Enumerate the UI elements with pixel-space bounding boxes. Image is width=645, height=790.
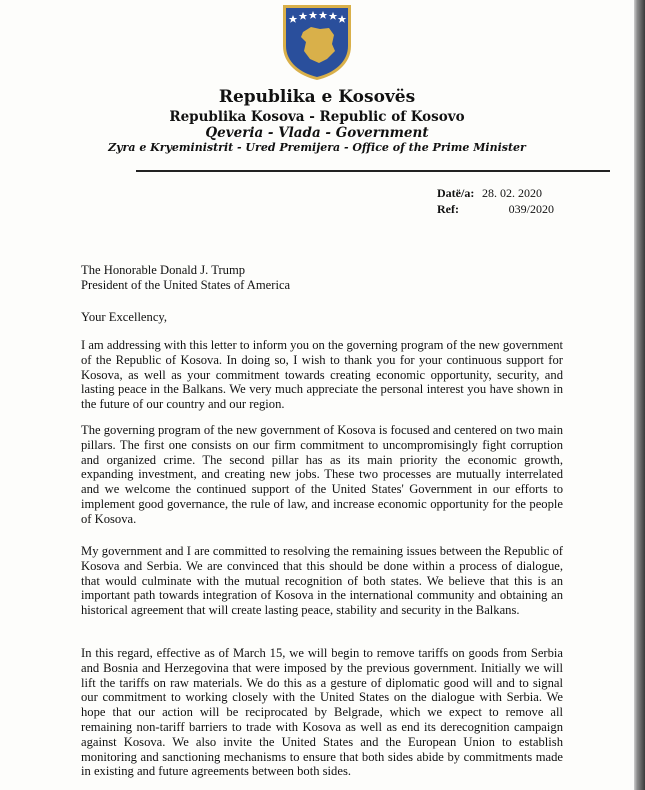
body-paragraph-2: The governing program of the new government of Kosova is focused and centered on two main pillars. The first one consists on our firm commitment to uncompromisingly fight corruption and organized crime. The second pillar has as its main priority the economic growth, expanding investment, and creating new jobs. These two processes are mutually interrelated and we welcome the continued support of the United States' Government in our efforts to implement good governance, the rule of law, and increase economic opportunity for the people of Kosova. [81,423,563,526]
recipient-name: The Honorable Donald J. Trump [81,263,246,277]
letterhead-country-name: Republika e Kosovës [218,87,416,107]
salutation: Your Excellency, [81,310,168,324]
body-paragraph-4: In this regard, effective as of March 15, we will begin to remove tariffs on goods from Serbia and Bosnia and Herzegovina that were imposed by the previous government. Initially we will lift the tariffs on raw materials. We do this as a gesture of diplomatic good will and to signal our commitment to working closely with the United States on the dialogue with Serbia. We hope that our action will be reciprocated by Belgrade, which we expect to remove all remaining non-tariff barriers to trade with Kosova as well as end its derecognition campaign against Kosova. We also invite the United States and the European Union to establish monitoring and sanctioning mechanisms to ensure that both sides abide by commitments made in existing and future agreements between both sides. [81,646,563,779]
reference-value: 039/2020 [508,202,554,216]
letterhead-government-line: Qeveria - Vlada - Government [205,125,429,141]
body-paragraph-3: My government and I are committed to resolving the remaining issues between the Republic of Kosova and Serbia. We are convinced that this should be done within a process of dialogue, that would culminate with the mutual recognition of both states. We believe that this is an important path towards integration of Kosova in the international community and obtaining an historical agreement that will create lasting peace, stability and security in the Balkans. [81,544,563,618]
scan-page-edge [634,0,645,790]
reference-line [437,202,554,217]
date-value: 28. 02. 2020 [482,186,542,200]
date-line [437,186,542,201]
letterhead-divider [136,170,610,172]
reference-label: Ref: [437,202,459,216]
coat-of-arms-of-kosovo-icon [279,2,355,82]
letterhead-office-line: Zyra e Kryeministrit - Ured Premijera - Office of the Prime Minister [108,141,526,154]
letterhead-republic-line: Republika Kosova - Republic of Kosovo [169,109,465,125]
recipient-title: President of the United States of America [81,278,291,292]
body-paragraph-1: I am addressing with this letter to inform you on the governing program of the new government of the Republic of Kosova. In doing so, I wish to thank you for your continuous support for Kosova, as well as your commitment towards creating economic opportunity, security, and lasting peace in the Balkans. We very much appreciate the personal interest you have shown in the future of our country and our region. [81,338,563,412]
date-label: Datë/a: [437,186,475,200]
